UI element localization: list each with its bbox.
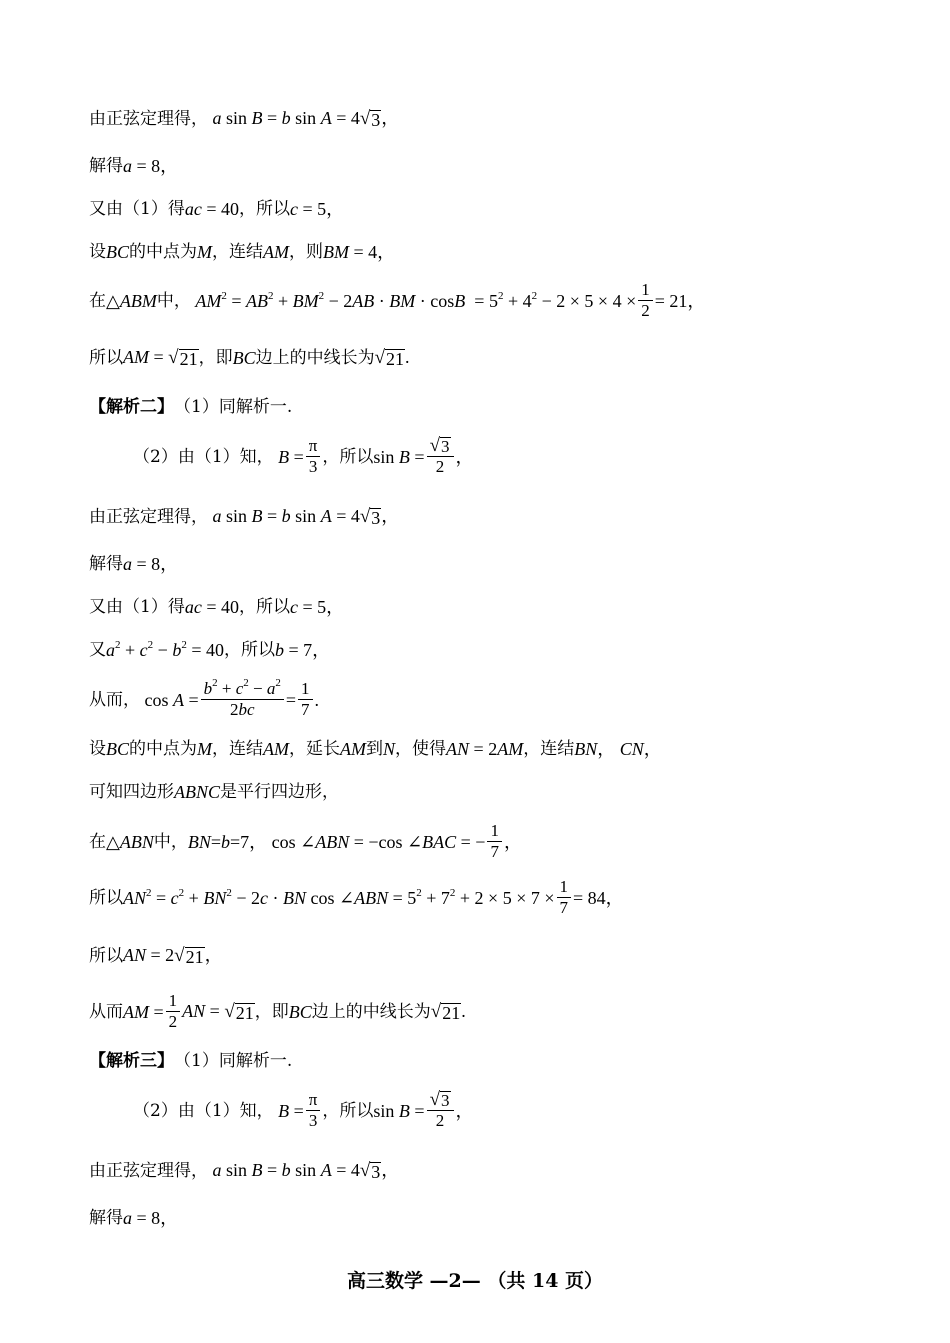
s2-line-10: 所以 $AN^2 = c^2 + BN^2 - 2c$ · BN cos ∠ABN = $5^2 + 7^2 + 2 \times 5 \times 7$ × $\frac{1}{7}$ = 84，	[89, 877, 624, 917]
s2-line-7: 设 BC 的中点为 M ，连结 AM ，延长 AM 到 N ，使得 AN = 2AM ，连结 BN， CN，	[89, 739, 662, 759]
s1-line-1: 由正弦定理得， a sin B = b sin A = 4 √ 3 ，	[89, 108, 400, 130]
s2-line-3: 解得 a = 8，	[89, 554, 179, 574]
s1-line-6: 所以 AM = √ 21 ，即 BC 边上的中线长为 √ 21 .	[89, 347, 410, 369]
s2-line-9: 在 △ABN 中， BN=b=7， cos ∠ABN = −cos ∠BAC = − $\frac{1}{7}$ ，	[89, 821, 522, 861]
s1-line-3: 又由（1）得 ac = 40 ，所以 c = 5，	[89, 199, 345, 219]
s2-line-4: 又由（1）得 ac = 40 ，所以 c = 5，	[89, 597, 345, 617]
formula: a sin B = b sin A = 4 √ 3 ，	[212, 108, 400, 130]
s2-line-5: 又 $a^2 + c^2 - b^2 = 40$ ，所以 b = 7，	[89, 639, 331, 660]
s2-line-2: 由正弦定理得， a sin B = b sin A = 4 √ 3 ，	[89, 506, 400, 528]
s2-line-6: 从而， cos A = $\frac{b^2 + c^2 - a^2}{2bc}$ = $\frac{1}{7}$ .	[89, 677, 320, 719]
s3-heading: 【解析三】 （1）同解析一.	[89, 1051, 293, 1071]
s1-line-5: 在 △ABM 中， $AM^2 = AB^2 + BM^2 - 2AB$ · BM · $\cos B = 5^2 + 4^2 - 2 \times 5 \times 4$ × $\frac{1}{2}$ = 21，	[89, 280, 706, 320]
s2-heading: 【解析二】 （1）同解析一.	[89, 397, 293, 417]
s2-line-1: （2）由（1）知， B = $\frac{\pi}{3}$ ，所以 sin B = √ 3 2 ，	[133, 435, 474, 476]
s3-line-3: 解得 a = 8，	[89, 1208, 179, 1228]
page-footer: 高三数学 —2— （共 14 页）	[346, 1270, 604, 1292]
s1-line-4: 设 BC 的中点为 M ，连结 AM ，则 BM = 4，	[89, 242, 396, 262]
s3-line-1: （2）由（1）知， B = $\frac{\pi}{3}$ ，所以 sin B = √ 3 2 ，	[133, 1089, 474, 1130]
s2-line-11: 所以 AN = 2 √ 21 ，	[89, 945, 223, 967]
s1-line-2: 解得 a = 8，	[89, 156, 179, 176]
s2-line-8: 可知四边形 ABNC 是平行四边形，	[89, 782, 340, 802]
s2-line-12: 从而 AM = $\frac{1}{2}$ AN = √ 21 ，即 BC 边上的中线长为 √ 21 .	[89, 991, 466, 1031]
s3-line-2: 由正弦定理得， a sin B = b sin A = 4 √ 3 ，	[89, 1160, 400, 1182]
